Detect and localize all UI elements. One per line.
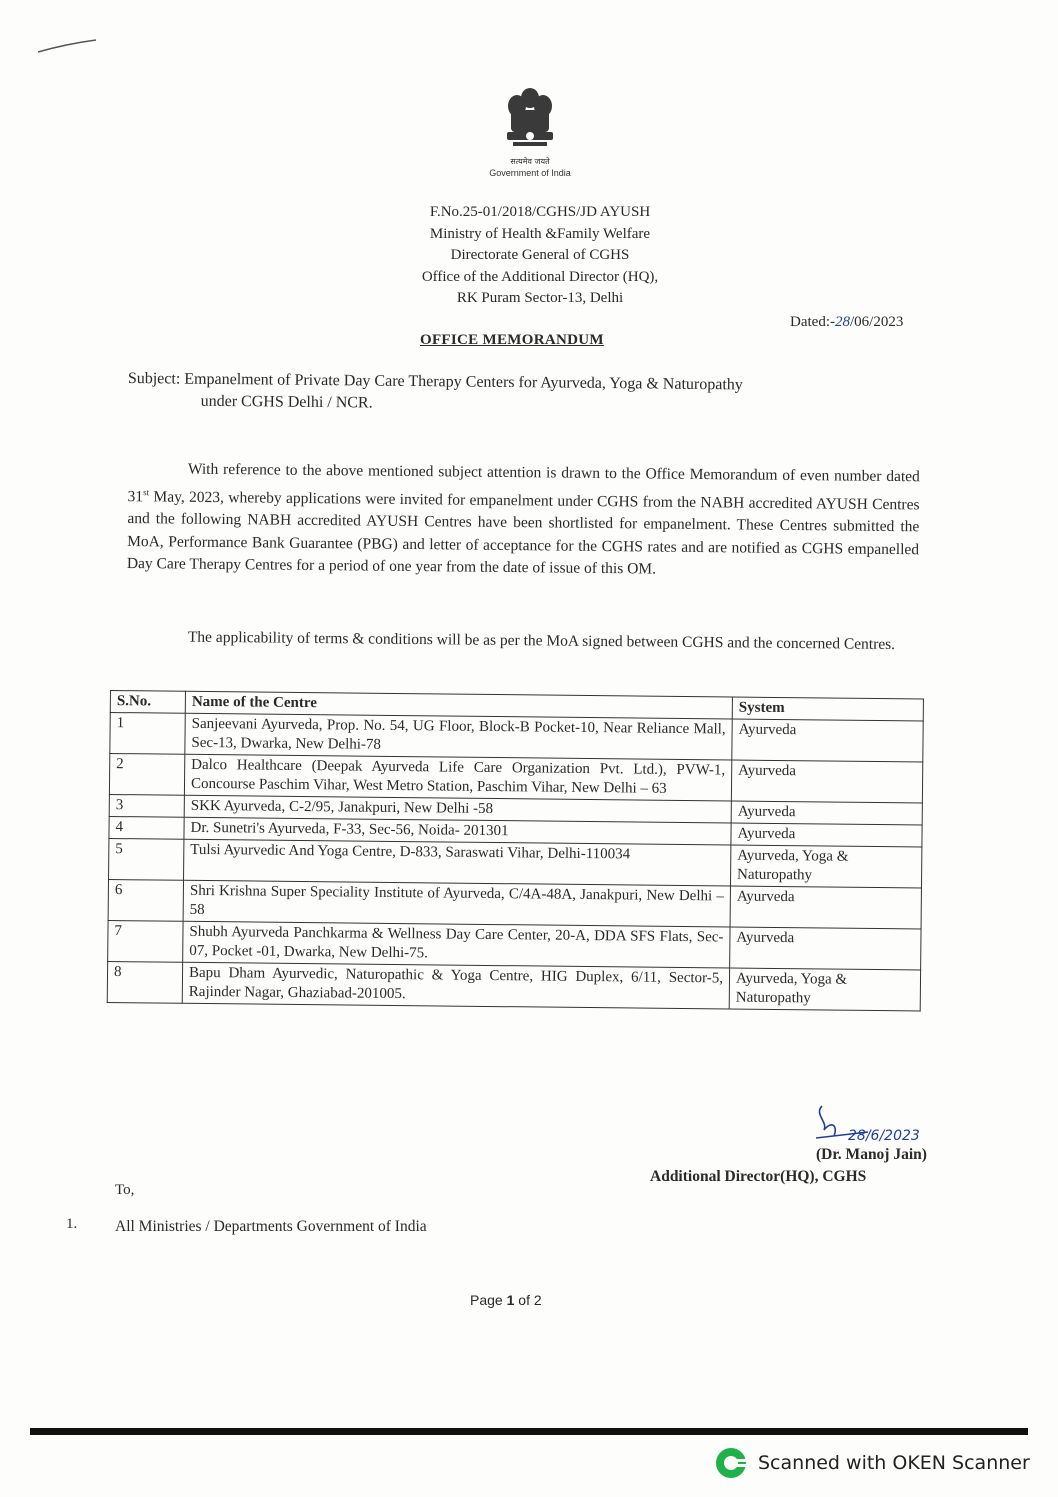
para1-text-b: May, 2023, whereby applications were invited for empanelment under CGHS from the NABH accredited AYUSH Centres and the following NABH accredited AYUSH Centres have been shortlisted for empanelment. These Centres submitted the MoA, Performance Bank Guarantee (PBG) and letter of acceptance for the CGHS rates and are notified as CGHS empanelled Day Care Therapy Centres for a period of one year from the date of issue of this OM. [126, 487, 920, 578]
page-total: of 2 [518, 1292, 542, 1308]
body-paragraph-1 [127, 458, 920, 584]
row-sno: 3 [109, 794, 184, 817]
national-emblem [480, 84, 580, 180]
header-sno: S.No. [110, 691, 185, 714]
directorate-name: Directorate General of CGHS [450, 247, 630, 263]
row-centre-name: Dalco Healthcare (Deepak Ayurveda Life Care Organization Pvt. Ltd.), PVW-1, Concourse Paschim Vihar, West Metro Station, Paschim Vihar, New Delhi – 63 [184, 754, 731, 801]
row-system: Ayurveda, Yoga & Naturopathy [730, 845, 921, 888]
row-sno: 2 [109, 754, 184, 796]
centres-table [107, 690, 924, 1012]
bottom-rule [30, 1428, 1028, 1435]
row-system: Ayurveda [730, 886, 921, 929]
row-centre-name: Shubh Ayurveda Panchkarma & Wellness Day Care Center, 20-A, DDA SFS Flats, Sec-07, Pocket -01, Dwarka, New Delhi-75. [183, 921, 730, 968]
office-name: Office of the Additional Director (HQ), [421, 268, 659, 285]
row-sno: 1 [110, 713, 185, 755]
office-address: RK Puram Sector-13, Delhi [456, 290, 624, 306]
row-system: Ayurveda [731, 823, 922, 847]
scanner-logo-icon [714, 1446, 748, 1480]
scanner-text: Scanned with OKEN Scanner [758, 1452, 1030, 1474]
para1-text-a: With reference to the above mentioned subject attention is drawn to the Office Memorandum of even number dated 31 [127, 460, 920, 505]
page-label: Page [470, 1292, 503, 1308]
addressee-text: All Ministries / Departments Government of India [115, 1218, 427, 1235]
row-sno: 4 [109, 816, 184, 839]
office-header [330, 202, 750, 310]
date-day-handwritten: 28 [834, 314, 850, 330]
body-paragraph-2 [128, 626, 920, 657]
page-current: 1 [506, 1292, 515, 1308]
row-sno: 6 [108, 879, 183, 921]
row-sno: 5 [109, 838, 184, 880]
pen-stroke-mark [36, 36, 100, 56]
emblem-motto: सत्यमेव जयते [510, 157, 550, 166]
emblem-caption: Government of India [489, 168, 571, 178]
subject-line-2: under CGHS Delhi / NCR. [200, 392, 373, 412]
row-system: Ayurveda [730, 927, 921, 970]
ministry-name: Ministry of Health &Family Welfare [429, 225, 651, 242]
header-system: System [732, 697, 923, 721]
table-row [107, 961, 920, 1011]
scanner-watermark [714, 1446, 1030, 1480]
subject-block [128, 368, 858, 420]
to-label: To, [115, 1182, 135, 1198]
signature-date: 28/6/2023 [848, 1128, 920, 1144]
row-centre-name: Sanjeevani Ayurveda, Prop. No. 54, UG Floor, Block-B Pocket-10, Near Reliance Mall, Sec-13, Dwarka, New Delhi-78 [185, 713, 732, 760]
row-centre-name: Tulsi Ayurvedic And Yoga Centre, D-833, Saraswati Vihar, Delhi-110034 [184, 839, 731, 886]
date-label: Dated:- [790, 314, 835, 330]
row-system: Ayurveda [731, 801, 922, 825]
date-rest: /06/2023 [849, 314, 904, 330]
page-number [470, 1292, 542, 1308]
para1-superscript: st [143, 486, 150, 497]
row-centre-name: Bapu Dham Ayurvedic, Naturopathic & Yoga Centre, HIG Duplex, 6/11, Sector-5, Rajinder Nagar, Ghaziabad-201005. [182, 962, 729, 1009]
addressee-number: 1. [66, 1216, 78, 1232]
row-system: Ayurveda [731, 760, 922, 803]
row-system: Ayurveda [732, 719, 923, 762]
row-centre-name: SKK Ayurveda, C-2/95, Janakpuri, New Delhi -58 [184, 795, 731, 823]
header-name: Name of the Centre [185, 691, 732, 719]
memo-title: OFFICE MEMORANDUM [420, 332, 604, 348]
row-system: Ayurveda, Yoga & Naturopathy [729, 968, 920, 1011]
handwritten-signature [808, 1098, 958, 1148]
para2-text: The applicability of terms & conditions will be as per the MoA signed between CGHS and the concerned Centres. [187, 628, 896, 654]
row-centre-name: Shri Krishna Super Speciality Institute of Ayurveda, C/4A-48A, Janakpuri, New Delhi – 58 [183, 880, 730, 927]
row-centre-name: Dr. Sunetri's Ayurveda, F-33, Sec-56, Noida- 201301 [184, 817, 731, 845]
file-number: F.No.25-01/2018/CGHS/JD AYUSH [429, 204, 651, 220]
document-date [790, 314, 903, 331]
subject-line-1: Subject: Empanelment of Private Day Care Therapy Centers for Ayurveda, Yoga & Naturopathy [127, 369, 743, 394]
ashoka-lion-emblem-icon [499, 84, 561, 156]
signatory-name: (Dr. Manoj Jain) [816, 1146, 927, 1163]
row-sno: 8 [107, 961, 182, 1003]
row-sno: 7 [108, 920, 183, 962]
signatory-designation: Additional Director(HQ), CGHS [650, 1168, 867, 1185]
